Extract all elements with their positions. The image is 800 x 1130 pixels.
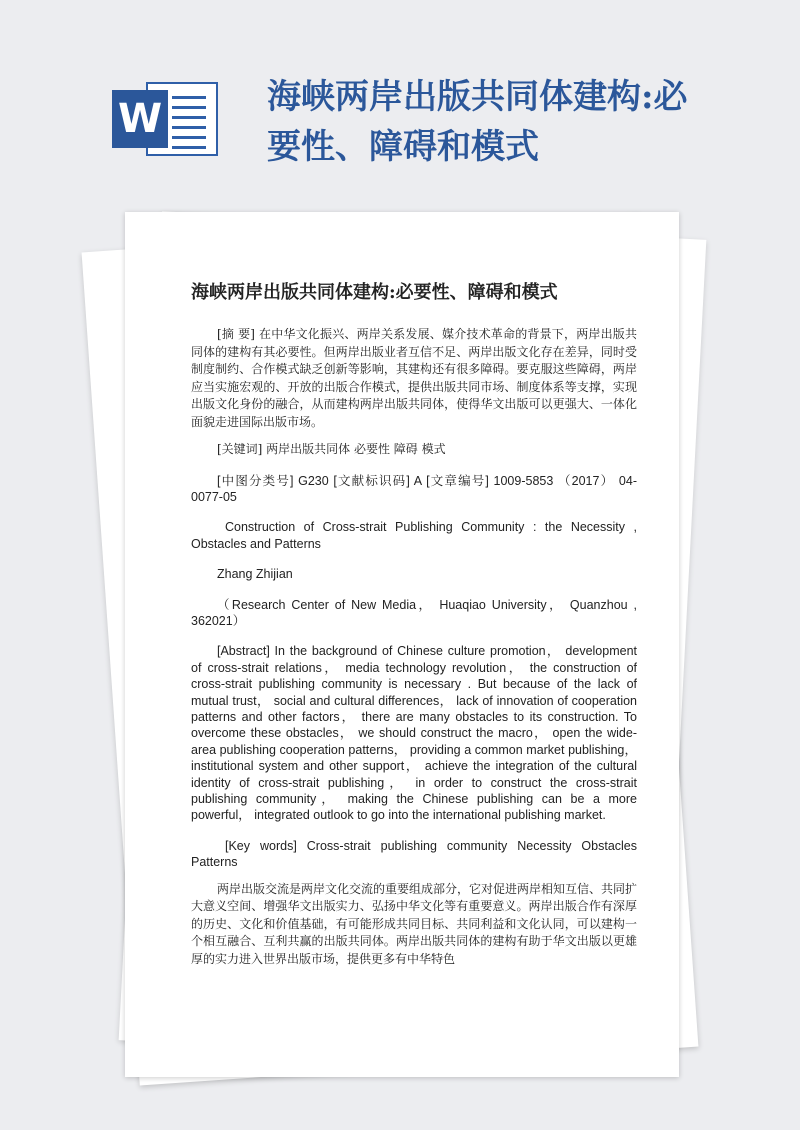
keywords-english: [Key words] Cross-strait publishing community Necessity Obstacles Patterns	[191, 838, 637, 870]
header-title: 海峡两岸出版共同体建构:必要性、障碍和模式	[267, 77, 688, 167]
word-w-badge: W	[112, 90, 168, 148]
body-paragraph: 两岸出版交流是两岸文化交流的重要组成部分，它对促进两岸相知互信、共同扩大意义空间、增强华文出版实力、弘扬中华文化等有重要意义。两岸出版合作有深厚的历史、文化和价值基础，有可能形成共同目标、共同利益和文化认同，可以建构一个相互融合、互利共赢的出版共同体。两岸出版共同体的建构有助于华文出版以更雄厚的实力进入世界出版市场，提供更多有中华特色	[191, 881, 638, 966]
document-page	[125, 212, 679, 1077]
classification-line: [中图分类号] G230 [文献标识码] A [文章编号] 1009-5853 （2017） 04-0077-05	[191, 473, 637, 504]
word-document-icon	[112, 78, 222, 160]
abstract-chinese: [摘 要] 在中华文化振兴、两岸关系发展、媒介技术革命的背景下，两岸出版共同体的建构有其必要性。但两岸出版业者互信不足、两岸出版文化存在差异，同时受制度制约、合作模式缺乏创新等影响，其建构还有很多障碍。要克服这些障碍，两岸应当实施宏观的、开放的出版合作模式，提供出版共同市场、制度体系等支撑，实现出版文化身份的融合，从而建构两岸出版共同体，使得华文出版可以更强大、一体化面貌走进国际出版市场。	[191, 327, 637, 429]
keywords-chinese: [关键词] 两岸出版共同体 必要性 障碍 模式	[217, 442, 446, 456]
abstract-english: [Abstract] In the background of Chinese culture promotion， development of cross-strait relations， media technology revolution， the construction of cross-strait publishing community is necessary . But because of the lack of mutual trust， social and cultural differences， lack of innovation of cooperation patterns and other factors， there are many obstacles to its construction. To overcome these obstacles， we should construct the macro， open the wide-area publishing cooperation patterns， providing a common market publishing， institutional system and other support， achieve the integration of the cultural identity of cross-strait publishing， in order to construct the cross-strait publishing community， making the Chinese publishing can be a more powerful， integrated outlook to go into the international publishing market.	[191, 644, 637, 823]
english-title: Construction of Cross-strait Publishing Community : the Necessity , Obstacles and Patterns	[191, 520, 637, 551]
author-affiliation: （Research Center of New Media， Huaqiao University， Quanzhou , 362021）	[191, 597, 637, 628]
author-name: Zhang Zhijian	[217, 567, 293, 582]
paper-title: 海峡两岸出版共同体建构:必要性、障碍和模式	[191, 282, 558, 303]
